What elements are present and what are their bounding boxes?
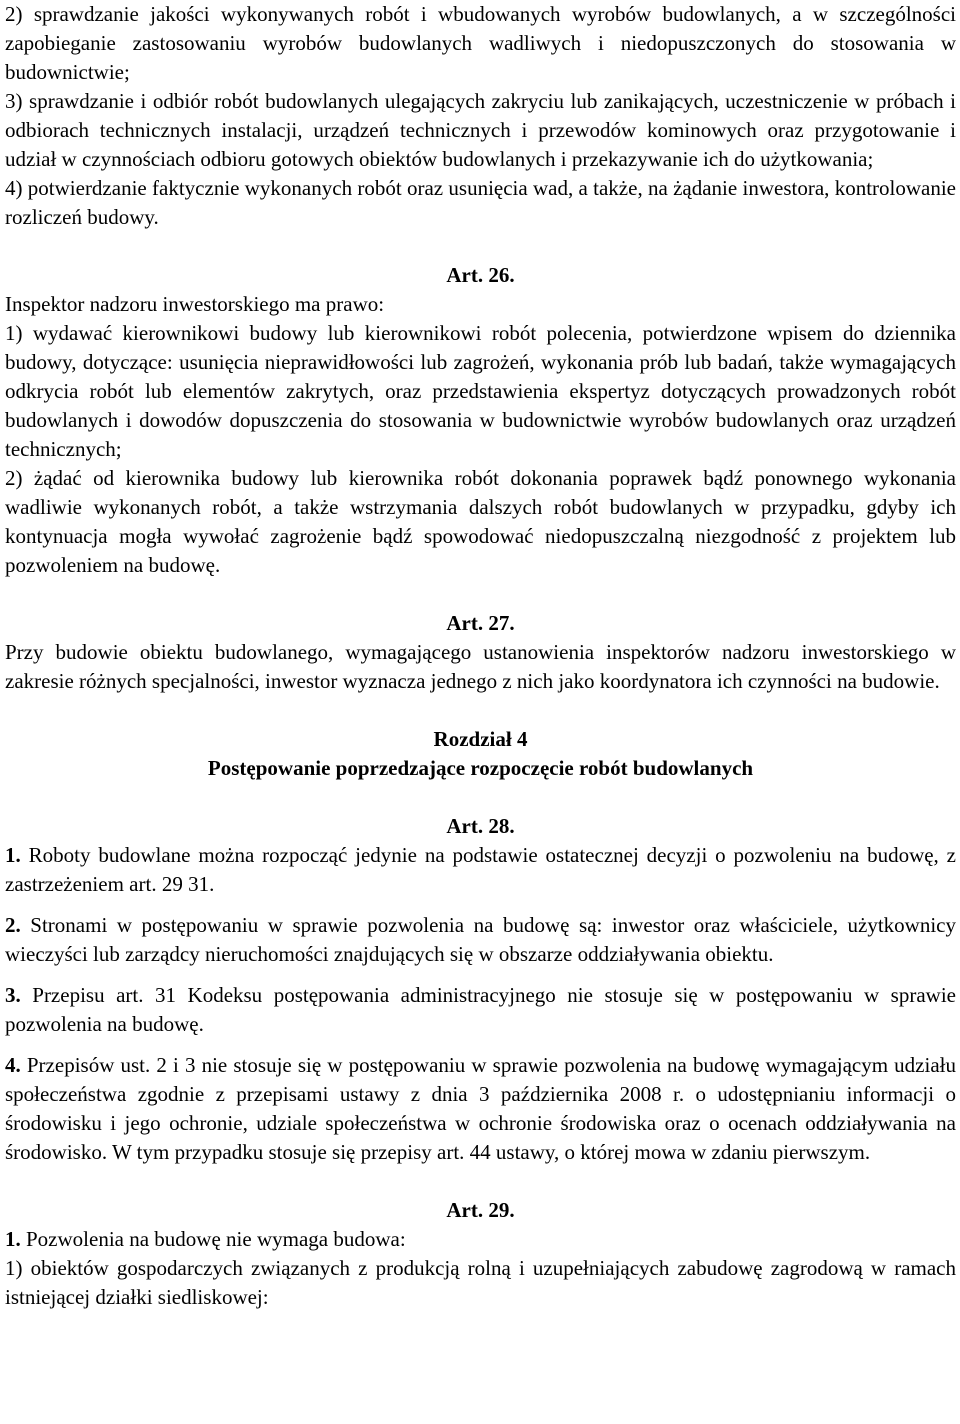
art27-heading: Art. 27. bbox=[446, 611, 515, 635]
chapter-title: Rozdział 4 bbox=[433, 727, 528, 751]
art28-item-1-text: Roboty budowlane można rozpocząć jedynie na podstawie ostatecznej decyzji o pozwoleniu na budowę, z zastrzeżeniem art. 29 31. bbox=[5, 843, 956, 896]
document-page bbox=[5, 0, 956, 1312]
art25-point-2: 2) sprawdzanie jakości wykonywanych robót i wbudowanych wyrobów budowlanych, a w szczególności zapobieganie zastosowaniu wyrobów budowlanych wadliwych i niedopuszczonych do stosowania w budownictwie; bbox=[5, 2, 956, 84]
art29-item-1-text: Pozwolenia na budowę nie wymaga budowa: bbox=[20, 1227, 406, 1251]
art28-item-3 bbox=[5, 981, 956, 1039]
art28-item-3-text: Przepisu art. 31 Kodeksu postępowania administracyjnego nie stosuje się w postępowaniu w sprawie pozwolenia na budowę. bbox=[5, 983, 956, 1036]
chapter-subtitle: Postępowanie poprzedzające rozpoczęcie robót budowlanych bbox=[207, 756, 754, 780]
art29-item-1 bbox=[5, 1225, 956, 1254]
art28-item-1-num: 1. bbox=[5, 843, 21, 867]
art26-intro: Inspektor nadzoru inwestorskiego ma prawo: bbox=[5, 292, 385, 316]
art28-item-4-text: Przepisów ust. 2 i 3 nie stosuje się w postępowaniu w sprawie pozwolenia na budowę wymagającym udziału społeczeństwa zgodnie z przepisami ustawy z dnia 3 października 2008 r. o udostępnianiu informacji o środowisku i jego ochronie, udziale społeczeństwa w ochronie środowiska oraz o ocenach oddziaływania na środowisko. W tym przypadku stosuje się przepisy art. 44 ustawy, o której mowa w zdaniu pierwszym. bbox=[5, 1053, 956, 1164]
art28-item-2-text: Stronami w postępowaniu w sprawie pozwolenia na budowę są: inwestor oraz właściciele, użytkownicy wieczyści lub zarządcy nieruchomości znajdujących się w obszarze oddziaływania obiektu. bbox=[5, 913, 956, 966]
art28-item-4-num: 4. bbox=[5, 1053, 21, 1077]
art26-point-1: 1) wydawać kierownikowi budowy lub kierownikowi robót polecenia, potwierdzone wpisem do dziennika budowy, dotyczące: usunięcia nieprawidłowości lub zagrożeń, wykonania prób lub badań, także wymagających odkrycia robót lub elementów zakrytych, oraz przedstawienia ekspertyz dotyczących prowadzonych robót budowlanych i dowodów dopuszczenia do stosowania w budownictwie wyrobów budowlanych oraz urządzeń technicznych; bbox=[5, 321, 956, 461]
art26-heading: Art. 26. bbox=[446, 263, 515, 287]
art29-point-1: 1) obiektów gospodarczych związanych z produkcją rolną i uzupełniających zabudowę zagrodową w ramach istniejącej działki siedliskowej: bbox=[5, 1256, 956, 1309]
art29-item-1-num: 1. bbox=[5, 1227, 21, 1251]
art25-point-4: 4) potwierdzanie faktycznie wykonanych robót oraz usunięcia wad, a także, na żądanie inwestora, kontrolowanie rozliczeń budowy. bbox=[5, 176, 956, 229]
art28-item-1 bbox=[5, 841, 956, 899]
art29-heading: Art. 29. bbox=[446, 1198, 515, 1222]
art28-item-2-num: 2. bbox=[5, 913, 21, 937]
art26-point-2: 2) żądać od kierownika budowy lub kierownika robót dokonania poprawek bądź ponownego wykonania wadliwie wykonanych robót, a także wstrzymania dalszych robót budowlanych w przypadku, gdyby ich kontynuacja mogła wywołać zagrożenie bądź spowodować niedopuszczalną niezgodność z projektem lub pozwoleniem na budowę. bbox=[5, 466, 956, 577]
art28-item-4 bbox=[5, 1051, 956, 1167]
art25-point-3: 3) sprawdzanie i odbiór robót budowlanych ulegających zakryciu lub zanikających, uczestniczenie w próbach i odbiorach technicznych instalacji, urządzeń technicznych i przewodów kominowych oraz przygotowanie i udział w czynnościach odbioru gotowych obiektów budowlanych i przekazywanie ich do użytkowania; bbox=[5, 89, 956, 171]
art28-item-3-num: 3. bbox=[5, 983, 21, 1007]
art27-text: Przy budowie obiektu budowlanego, wymagającego ustanowienia inspektorów nadzoru inwestorskiego w zakresie różnych specjalności, inwestor wyznacza jednego z nich jako koordynatora ich czynności na budowie. bbox=[5, 640, 956, 693]
art28-heading: Art. 28. bbox=[446, 814, 515, 838]
art28-item-2 bbox=[5, 911, 956, 969]
